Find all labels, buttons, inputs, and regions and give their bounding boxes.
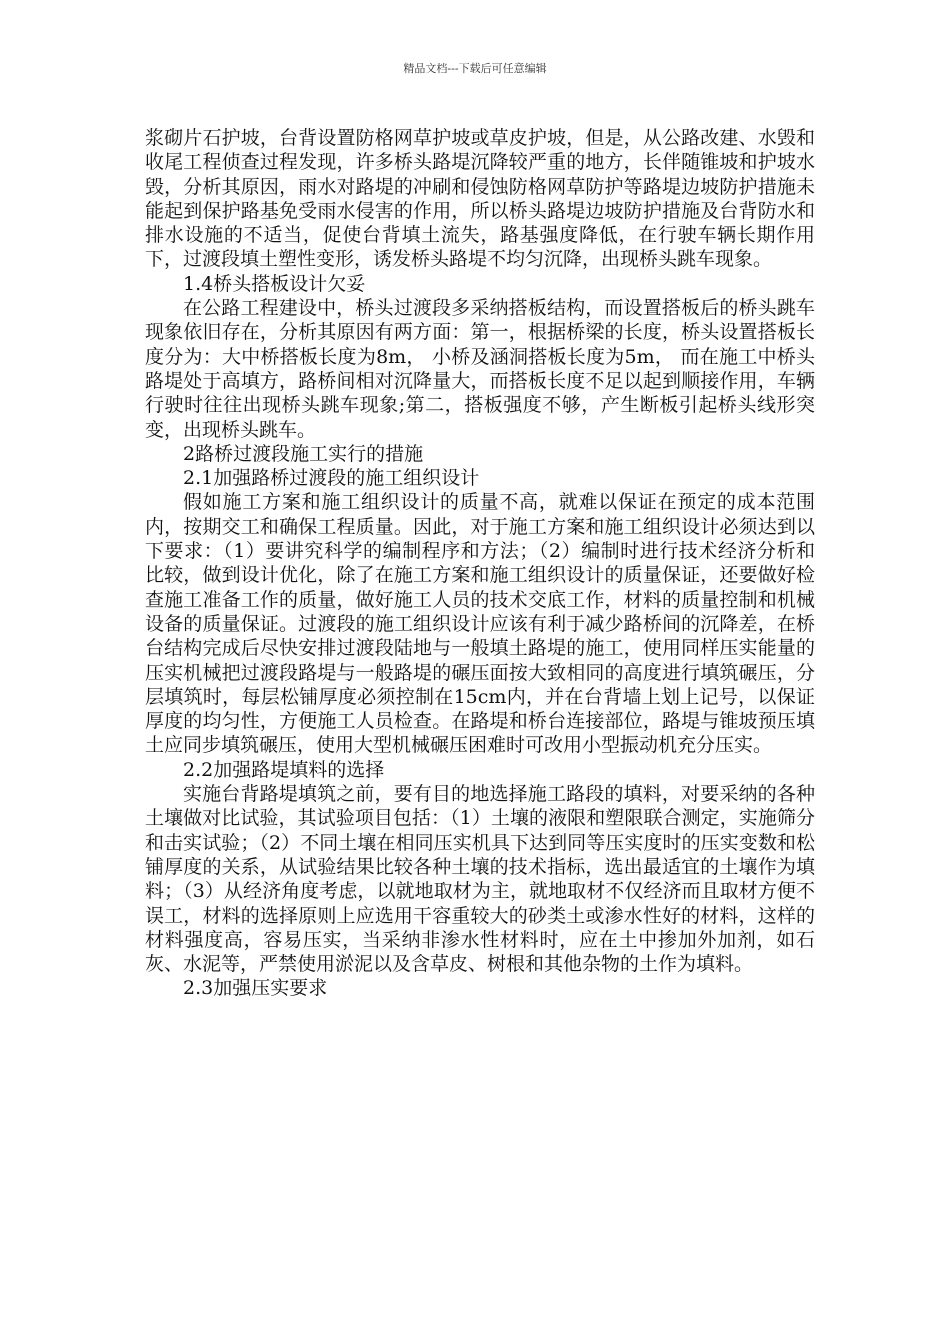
section-heading: 2.3加强压实要求 (183, 977, 328, 1000)
section-heading: 2.2加强路堤填料的选择 (183, 758, 385, 781)
paragraph: 假如施工方案和施工组织设计的质量不高，就难以保证在预定的成本范围内，按期交工和确保工程质量。因此，对于施工方案和施工组织设计必须达到以下要求：（1）要讲究科学的编制程序和方法；（2）编制时进行技术经济分析和比较，做到设计优化，除了在施工方案和施工组织设计的质量保证，还要做好检查施工准备工作的质量，做好施工人员的技术交底工作，材料的质量控制和机械设备的质量保证。过渡段的施工组织设计应该有利于减少路桥间的沉降差，在桥台结构完成后尽快安排过渡段陆地与一般填土路堤的施工，使用同样压实能量的压实机械把过渡段路堤与一般路堤的碾压面按大致相同的高度进行填筑碾压，分层填筑时，每层松铺厚度必须控制在15cm内，并在台背墙上划上记号，以保证厚度的均匀性，方便施工人员检查。在路堤和桥台连接部位，路堤与锥坡预压填土应同步填筑碾压，使用大型机械碾压困难时可改用小型振动机充分压实。 (145, 491, 815, 757)
paragraph: 实施台背路堤填筑之前，要有目的地选择施工路段的填料，对要采纳的各种土壤做对比试验，其试验项目包括：（1）土壤的液限和塑限联合测定，实施筛分和击实试验；（2）不同土壤在相同压实机具下达到同等压实度时的压实变数和松铺厚度的关系，从试验结果比较各种土壤的技术指标，选出最适宜的土壤作为填料；（3）从经济角度考虑，以就地取材为主，就地取材不仅经济而且取材方便不误工，材料的选择原则上应选用干容重较大的砂类土或渗水性好的材料，这样的材料强度高，容易压实，当采纳非渗水性材料时，应在土中掺加外加剂，如石灰、水泥等，严禁使用淤泥以及含草皮、树根和其他杂物的土作为填料。 (145, 783, 815, 976)
section-heading: 1.4桥头搭板设计欠妥 (183, 272, 366, 295)
page-header: 精品文档---下载后可任意编辑 (403, 62, 547, 75)
paragraph: 浆砌片石护坡，台背设置防格网草护坡或草皮护坡，但是，从公路改建、水毁和收尾工程侦查过程发现，许多桥头路堤沉降较严重的地方，长伴随锥坡和护坡水毁，分析其原因，雨水对路堤的冲刷和侵蚀防格网草防护等路堤边坡防护措施未能起到保护路基免受雨水侵害的作用，所以桥头路堤边坡防护措施及台背防水和排水设施的不适当，促使台背填土流失，路基强度降低，在行驶车辆长期作用下，过渡段填土塑性变形，诱发桥头路堤不均匀沉降，出现桥头跳车现象。 (145, 127, 815, 271)
section-heading: 2路桥过渡段施工实行的措施 (183, 442, 424, 465)
document-body (145, 126, 815, 1001)
paragraph: 在公路工程建设中，桥头过渡段多采纳搭板结构，而设置搭板后的桥头跳车现象依旧存在，分析其原因有两方面：第一，根据桥梁的长度，桥头设置搭板长度分为：大中桥搭板长度为8m， 小桥及涵洞搭板长度为5m， 而在施工中桥头路堤处于高填方，路桥间相对沉降量大，而搭板长度不足以起到顺接作用，车辆行驶时往往出现桥头跳车现象;第二，搭板强度不够，产生断板引起桥头线形突变，出现桥头跳车。 (145, 297, 815, 441)
section-heading: 2.1加强路桥过渡段的施工组织设计 (183, 467, 480, 490)
